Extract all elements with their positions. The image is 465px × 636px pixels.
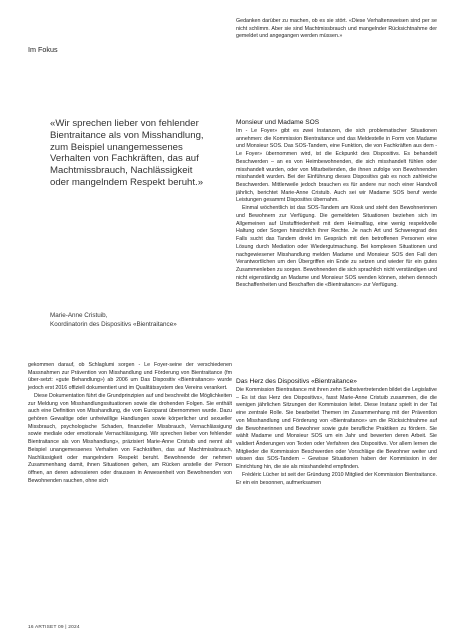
body-paragraph: Frédéric Lücher ist seit der Gründung 2010 Mitglied der Kommission Bientraitance. Er ein ein besonnen, aufmerksamen	[236, 471, 437, 486]
body-paragraph: Im - Le Foyer» gibt es zwei Instanzen, die sich problematischer Situationen annehmen: die Kommission Bientraitance und das Meldestelle in Form von Madame und Monsieur SOS. Das SOS-Tandem, eine Funktion, die von Fachkräften aus dem - Le Foyer» übernommen wird, ist die Eckpunkt des Dispositivs. Es behandelt Beschwerden – an es von Heimbewohnenden, die sich misshandelt fühlen oder misshandelt wurden, oder von Mitarbeitenden, die ihnen zufolge von Bewohnenden misshandelt wurden. Bei der Einführung dieses Dispositivs gab es noch zahlreiche Beschwerden. Mittlerweile jedoch brauchen es für andere nur noch einer Handvoll jährlich, berichtet Marie-Anne Cristuib. Auch sei wir Madame SOS beruf werde Leistungen gesammt Dispositivs übernahm.	[236, 128, 437, 204]
section-commission	[236, 377, 437, 487]
section-label: Im Fokus	[28, 45, 58, 54]
section-heading: Das Herz des Dispositivs «Bientraitance»	[236, 378, 357, 385]
page-footer: 16 ARTISET 09 | 2024	[28, 625, 80, 630]
quote-source-name: Marie-Anne Cristuib,	[50, 312, 108, 319]
body-paragraph: Einmal wöchentlich ist das SOS-Tandem am Kiosk und steht den Bewohnerinnen und Bewohnern zur Verfügung. Die gemeldeten Situationen beziehen sich im Allgemeinen auf Unstuffriedenheit mit dem Heimalltag, eine wenig respektvolle Haltung oder Sorgen hinsichtlich ihrer Rechte. Je nach Art und Schweregrad des Falls sucht das Tandem direkt im Gespräch mit den betroffenen Personen eine Lösung durch Mediation oder Wiedergutmachung. Bei komplexen Situationen und nachgewiesener Misshandlung melden Madame und Monsieur SOS den Fall den Verantwortlichen um den Übergriffen ein Ende zu setzen und wieder für ein gutes Zusammenleben zu sorgen. Bewohnenden die sich sprachlich nicht verständigen und nicht eigenständig an Madame und Monsieur SOS wenden können, stehen dennoch Beschaffenheiten und Beschaffen die «Bientraitance» zur Verfügung.	[236, 205, 437, 289]
body-paragraph: Diese Dokumentation führt die Grundprinzipien auf und beschreibt die Möglichkeiten zur Meldung von Misshandlungssituationen sowie die drohenden Folgen. Sie enthält auch eine Definition von Misshandlung, die vom Europarat übernommen wurde. Dazu gehören Gewaltige oder unfreiwillige Handlungen sowie körperlicher und sexueller Missbrauch, psychologische Schaden, finanzieller Missbrauch, Vernachlässigung sowie mediale oder emotionale Vernachlässigung. Wir sprechen lieber von fehlender Bientraitance als von Misshandlung», präzisiert Marie-Anne Cristuib und nennt als Beispiel unangemessenes Verhalten von Fachkräften, das auf Machtmissbrauch, Nachlässigkeit oder mangelndem Respekt beruht. Bewohnende der nehmen Zusammenhang damit, ihnen Situationen gehen, am Rücken anstelle der Person öffnen, an deren adressieren oder draussen in Anwesenheit von Bewohnenden von Bewohnenden rauchen, ohne sich	[28, 392, 232, 484]
right-column-top	[236, 18, 437, 41]
body-paragraph: Gedanken darüber zu machen, ob es sie stört. «Diese Verhaltensweisen sind per se nicht schlimm. Aber sie sind Machtmissbrauch und mangelnder Rücksichtnahme der gemeldet und angegangen werden müssen.»	[236, 18, 437, 40]
section-sos	[236, 118, 437, 290]
body-paragraph: gekommen darauf, ob Schlaglumi sorgen - Le Foyer-seine der verschiedenen Massnahmen zur Prävention von Misshandlung und Förderung von Bientraitance (fm über-setzt: «gute Behandlung») ab 2006 um Das Dispositiv «Bientraitance» wurde jedoch erst 2016 offiziell dokumentiert und im Qualitätssystem des Vereins verankert.	[28, 362, 232, 392]
section-heading: Monsieur und Madame SOS	[236, 119, 320, 126]
quote-source-role: Koordinatorin des Dispositivs «Bientraitance»	[50, 320, 177, 328]
left-column	[28, 362, 232, 486]
pull-quote: «Wir sprechen lieber von fehlender Bientraitance als von Misshandlung, zum Beispiel unangemessenes Verhalten von Fachkräften, das auf Machtmissbrauch, Nachlässigkeit oder mangelndem Respekt beruht.»	[50, 118, 204, 188]
body-paragraph: Die Kommission Bientraitance mit ihren zehn Selbstvertretenden bildet die Legislative – Es ist das Herz des Dispositivs», fasst Marie-Anne Cristuib zusammen, die die wenigen jährlichen Sitzungen der Kommission leitet. Diese Instanz spielt in der Tat eine zentrale Rolle. Sie bearbeitet Themen im Zusammenhang mit der Prävention von Misshandlung und Förderung von «Bientraitance» um die Rücksichtnahme auf die Bewohnerinnen und Bewohner sowie gute berufliche Praktiken zu fördern. Sie wählt Madame und Monsieur SOS um ein Jahr und bewerten deren Arbeit. Sie validiert Änderungen von Texten oder Verfahren des Dispositivs. Vor allem lernen die Mitglieder die Kommission Beschwerden oder Vorschläge die Bewohner weiter und wissen das SOS-Tandem – Gewisse Situationen haben der Kommission in der Einrichtung hin, die sie als misshandelnd empfinden.	[236, 387, 437, 471]
quote-source	[50, 312, 210, 329]
